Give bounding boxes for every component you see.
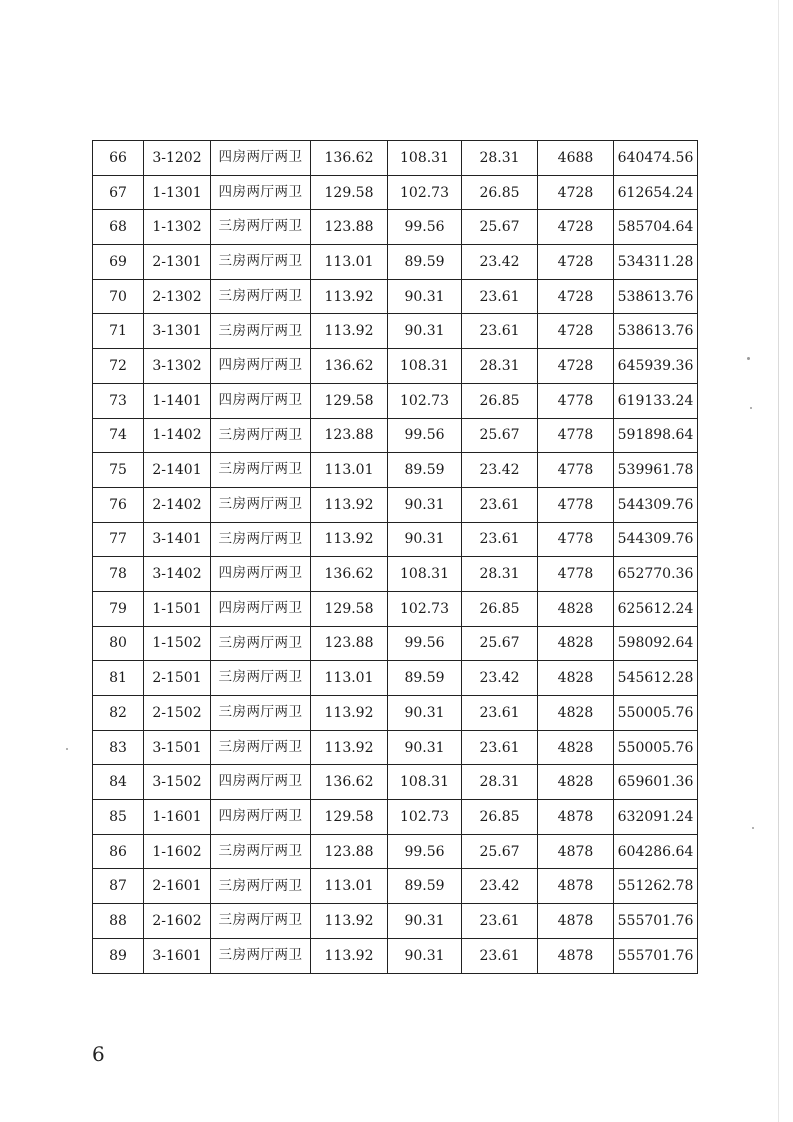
- cell-total-price: 591898.64: [614, 418, 698, 453]
- cell-inner-area: 108.31: [388, 141, 462, 176]
- table-row: [93, 904, 698, 939]
- cell-unit-price: 4778: [538, 487, 614, 522]
- cell-room-type: 四房两厅两卫: [211, 765, 311, 800]
- cell-unit-price: 4728: [538, 210, 614, 245]
- table-row: [93, 418, 698, 453]
- cell-room-type: 三房两厅两卫: [211, 904, 311, 939]
- table-row: [93, 696, 698, 731]
- cell-total-price: 598092.64: [614, 626, 698, 661]
- cell-inner-area: 99.56: [388, 418, 462, 453]
- cell-total-price: 645939.36: [614, 349, 698, 384]
- cell-row-index: 87: [93, 869, 144, 904]
- cell-unit-price: 4778: [538, 418, 614, 453]
- cell-gross-area: 123.88: [311, 834, 388, 869]
- scan-speck: [752, 827, 754, 829]
- cell-gross-area: 113.92: [311, 522, 388, 557]
- cell-total-price: 539961.78: [614, 453, 698, 488]
- table-row: [93, 383, 698, 418]
- cell-row-index: 88: [93, 904, 144, 939]
- cell-unit-number: 2-1501: [144, 661, 211, 696]
- cell-room-type: 三房两厅两卫: [211, 279, 311, 314]
- cell-shared-area: 23.61: [462, 522, 538, 557]
- cell-unit-price: 4878: [538, 800, 614, 835]
- cell-row-index: 85: [93, 800, 144, 835]
- cell-total-price: 555701.76: [614, 938, 698, 973]
- table-row: [93, 279, 698, 314]
- cell-shared-area: 25.67: [462, 210, 538, 245]
- cell-row-index: 71: [93, 314, 144, 349]
- cell-room-type: 四房两厅两卫: [211, 175, 311, 210]
- cell-shared-area: 23.42: [462, 453, 538, 488]
- table-row: [93, 800, 698, 835]
- cell-inner-area: 99.56: [388, 626, 462, 661]
- housing-price-table: [92, 140, 698, 974]
- cell-unit-number: 3-1601: [144, 938, 211, 973]
- cell-inner-area: 90.31: [388, 938, 462, 973]
- cell-room-type: 四房两厅两卫: [211, 800, 311, 835]
- cell-unit-number: 3-1402: [144, 557, 211, 592]
- cell-shared-area: 23.61: [462, 314, 538, 349]
- cell-total-price: 555701.76: [614, 904, 698, 939]
- cell-room-type: 三房两厅两卫: [211, 938, 311, 973]
- table-row: [93, 834, 698, 869]
- cell-room-type: 三房两厅两卫: [211, 834, 311, 869]
- cell-room-type: 三房两厅两卫: [211, 210, 311, 245]
- cell-unit-price: 4778: [538, 522, 614, 557]
- cell-gross-area: 113.92: [311, 279, 388, 314]
- cell-room-type: 四房两厅两卫: [211, 141, 311, 176]
- cell-gross-area: 123.88: [311, 210, 388, 245]
- cell-unit-number: 2-1302: [144, 279, 211, 314]
- cell-shared-area: 26.85: [462, 383, 538, 418]
- table-row: [93, 210, 698, 245]
- table-row: [93, 522, 698, 557]
- cell-gross-area: 113.92: [311, 696, 388, 731]
- cell-total-price: 625612.24: [614, 591, 698, 626]
- table-row: [93, 175, 698, 210]
- cell-row-index: 66: [93, 141, 144, 176]
- cell-shared-area: 23.61: [462, 938, 538, 973]
- cell-total-price: 545612.28: [614, 661, 698, 696]
- cell-row-index: 75: [93, 453, 144, 488]
- table-row: [93, 661, 698, 696]
- scan-speck: [750, 407, 752, 409]
- cell-total-price: 612654.24: [614, 175, 698, 210]
- cell-unit-number: 3-1202: [144, 141, 211, 176]
- cell-unit-number: 1-1501: [144, 591, 211, 626]
- cell-inner-area: 108.31: [388, 557, 462, 592]
- cell-unit-price: 4728: [538, 245, 614, 280]
- cell-inner-area: 90.31: [388, 730, 462, 765]
- cell-shared-area: 23.61: [462, 730, 538, 765]
- cell-shared-area: 23.42: [462, 661, 538, 696]
- cell-unit-number: 3-1401: [144, 522, 211, 557]
- cell-gross-area: 136.62: [311, 349, 388, 384]
- table-row: [93, 349, 698, 384]
- cell-gross-area: 129.58: [311, 175, 388, 210]
- cell-shared-area: 25.67: [462, 418, 538, 453]
- cell-gross-area: 113.92: [311, 314, 388, 349]
- cell-gross-area: 113.01: [311, 661, 388, 696]
- cell-unit-price: 4728: [538, 279, 614, 314]
- page-number: 6: [92, 1042, 105, 1066]
- cell-total-price: 538613.76: [614, 279, 698, 314]
- table-row: [93, 591, 698, 626]
- cell-gross-area: 123.88: [311, 626, 388, 661]
- cell-shared-area: 28.31: [462, 765, 538, 800]
- table-row: [93, 938, 698, 973]
- table-body: [93, 141, 698, 974]
- cell-unit-price: 4878: [538, 834, 614, 869]
- cell-row-index: 77: [93, 522, 144, 557]
- cell-gross-area: 113.92: [311, 487, 388, 522]
- cell-row-index: 68: [93, 210, 144, 245]
- cell-room-type: 三房两厅两卫: [211, 487, 311, 522]
- cell-total-price: 534311.28: [614, 245, 698, 280]
- cell-row-index: 89: [93, 938, 144, 973]
- cell-room-type: 三房两厅两卫: [211, 696, 311, 731]
- cell-inner-area: 90.31: [388, 696, 462, 731]
- table-row: [93, 453, 698, 488]
- cell-row-index: 78: [93, 557, 144, 592]
- cell-unit-number: 2-1402: [144, 487, 211, 522]
- cell-shared-area: 26.85: [462, 800, 538, 835]
- cell-gross-area: 113.92: [311, 904, 388, 939]
- cell-total-price: 551262.78: [614, 869, 698, 904]
- cell-room-type: 三房两厅两卫: [211, 869, 311, 904]
- cell-unit-price: 4728: [538, 175, 614, 210]
- cell-total-price: 544309.76: [614, 487, 698, 522]
- cell-unit-number: 2-1301: [144, 245, 211, 280]
- cell-shared-area: 23.61: [462, 696, 538, 731]
- cell-inner-area: 90.31: [388, 904, 462, 939]
- cell-total-price: 550005.76: [614, 730, 698, 765]
- cell-inner-area: 89.59: [388, 661, 462, 696]
- cell-gross-area: 136.62: [311, 557, 388, 592]
- cell-room-type: 三房两厅两卫: [211, 626, 311, 661]
- table-row: [93, 245, 698, 280]
- cell-unit-number: 3-1301: [144, 314, 211, 349]
- cell-inner-area: 90.31: [388, 522, 462, 557]
- cell-inner-area: 90.31: [388, 314, 462, 349]
- cell-inner-area: 102.73: [388, 175, 462, 210]
- cell-unit-price: 4828: [538, 765, 614, 800]
- cell-row-index: 74: [93, 418, 144, 453]
- cell-row-index: 79: [93, 591, 144, 626]
- cell-inner-area: 90.31: [388, 279, 462, 314]
- scan-paper-edge: [778, 0, 779, 1122]
- cell-gross-area: 136.62: [311, 765, 388, 800]
- cell-row-index: 76: [93, 487, 144, 522]
- cell-inner-area: 89.59: [388, 245, 462, 280]
- cell-room-type: 三房两厅两卫: [211, 730, 311, 765]
- cell-unit-price: 4778: [538, 383, 614, 418]
- cell-room-type: 三房两厅两卫: [211, 522, 311, 557]
- cell-gross-area: 113.01: [311, 869, 388, 904]
- cell-total-price: 640474.56: [614, 141, 698, 176]
- cell-unit-number: 2-1401: [144, 453, 211, 488]
- cell-unit-number: 3-1501: [144, 730, 211, 765]
- cell-unit-price: 4778: [538, 453, 614, 488]
- cell-shared-area: 23.61: [462, 487, 538, 522]
- cell-inner-area: 89.59: [388, 453, 462, 488]
- cell-row-index: 83: [93, 730, 144, 765]
- cell-unit-price: 4878: [538, 869, 614, 904]
- cell-inner-area: 108.31: [388, 349, 462, 384]
- cell-total-price: 619133.24: [614, 383, 698, 418]
- table-row: [93, 765, 698, 800]
- cell-gross-area: 113.92: [311, 730, 388, 765]
- cell-unit-price: 4828: [538, 730, 614, 765]
- cell-row-index: 82: [93, 696, 144, 731]
- cell-shared-area: 28.31: [462, 349, 538, 384]
- cell-gross-area: 136.62: [311, 141, 388, 176]
- cell-shared-area: 23.42: [462, 869, 538, 904]
- cell-room-type: 三房两厅两卫: [211, 418, 311, 453]
- cell-inner-area: 89.59: [388, 869, 462, 904]
- cell-unit-number: 1-1401: [144, 383, 211, 418]
- cell-unit-number: 1-1302: [144, 210, 211, 245]
- table-row: [93, 730, 698, 765]
- cell-row-index: 84: [93, 765, 144, 800]
- table-row: [93, 557, 698, 592]
- cell-row-index: 81: [93, 661, 144, 696]
- cell-unit-price: 4878: [538, 904, 614, 939]
- cell-room-type: 四房两厅两卫: [211, 557, 311, 592]
- cell-total-price: 632091.24: [614, 800, 698, 835]
- cell-inner-area: 102.73: [388, 591, 462, 626]
- cell-unit-price: 4728: [538, 314, 614, 349]
- cell-unit-price: 4828: [538, 696, 614, 731]
- cell-inner-area: 108.31: [388, 765, 462, 800]
- cell-gross-area: 129.58: [311, 591, 388, 626]
- cell-shared-area: 28.31: [462, 141, 538, 176]
- cell-row-index: 67: [93, 175, 144, 210]
- table-row: [93, 487, 698, 522]
- cell-unit-number: 2-1502: [144, 696, 211, 731]
- cell-room-type: 三房两厅两卫: [211, 245, 311, 280]
- cell-gross-area: 113.01: [311, 453, 388, 488]
- cell-unit-price: 4828: [538, 626, 614, 661]
- cell-room-type: 四房两厅两卫: [211, 591, 311, 626]
- cell-shared-area: 23.61: [462, 904, 538, 939]
- cell-inner-area: 99.56: [388, 210, 462, 245]
- table-row: [93, 314, 698, 349]
- cell-unit-price: 4688: [538, 141, 614, 176]
- cell-room-type: 三房两厅两卫: [211, 453, 311, 488]
- cell-shared-area: 25.67: [462, 834, 538, 869]
- cell-unit-number: 3-1502: [144, 765, 211, 800]
- cell-shared-area: 26.85: [462, 175, 538, 210]
- cell-unit-number: 2-1602: [144, 904, 211, 939]
- cell-room-type: 四房两厅两卫: [211, 383, 311, 418]
- table-row: [93, 626, 698, 661]
- cell-shared-area: 26.85: [462, 591, 538, 626]
- cell-gross-area: 129.58: [311, 800, 388, 835]
- cell-unit-price: 4778: [538, 557, 614, 592]
- cell-unit-number: 1-1602: [144, 834, 211, 869]
- cell-inner-area: 99.56: [388, 834, 462, 869]
- cell-shared-area: 28.31: [462, 557, 538, 592]
- cell-shared-area: 23.42: [462, 245, 538, 280]
- cell-room-type: 三房两厅两卫: [211, 661, 311, 696]
- cell-room-type: 三房两厅两卫: [211, 314, 311, 349]
- cell-total-price: 538613.76: [614, 314, 698, 349]
- cell-total-price: 604286.64: [614, 834, 698, 869]
- cell-total-price: 652770.36: [614, 557, 698, 592]
- table-row: [93, 141, 698, 176]
- cell-unit-number: 1-1502: [144, 626, 211, 661]
- cell-gross-area: 129.58: [311, 383, 388, 418]
- cell-row-index: 86: [93, 834, 144, 869]
- cell-unit-price: 4828: [538, 661, 614, 696]
- cell-total-price: 585704.64: [614, 210, 698, 245]
- cell-row-index: 69: [93, 245, 144, 280]
- cell-gross-area: 113.01: [311, 245, 388, 280]
- cell-inner-area: 102.73: [388, 383, 462, 418]
- cell-unit-number: 1-1301: [144, 175, 211, 210]
- cell-total-price: 550005.76: [614, 696, 698, 731]
- table-row: [93, 869, 698, 904]
- cell-room-type: 四房两厅两卫: [211, 349, 311, 384]
- scan-speck: [747, 357, 750, 360]
- cell-row-index: 72: [93, 349, 144, 384]
- scan-speck: [66, 748, 68, 750]
- cell-inner-area: 102.73: [388, 800, 462, 835]
- cell-unit-price: 4728: [538, 349, 614, 384]
- cell-unit-number: 2-1601: [144, 869, 211, 904]
- cell-unit-price: 4878: [538, 938, 614, 973]
- cell-gross-area: 123.88: [311, 418, 388, 453]
- cell-row-index: 73: [93, 383, 144, 418]
- cell-row-index: 70: [93, 279, 144, 314]
- cell-total-price: 544309.76: [614, 522, 698, 557]
- cell-unit-price: 4828: [538, 591, 614, 626]
- cell-inner-area: 90.31: [388, 487, 462, 522]
- cell-gross-area: 113.92: [311, 938, 388, 973]
- cell-unit-number: 1-1601: [144, 800, 211, 835]
- cell-unit-number: 1-1402: [144, 418, 211, 453]
- cell-unit-number: 3-1302: [144, 349, 211, 384]
- cell-row-index: 80: [93, 626, 144, 661]
- cell-shared-area: 23.61: [462, 279, 538, 314]
- cell-shared-area: 25.67: [462, 626, 538, 661]
- cell-total-price: 659601.36: [614, 765, 698, 800]
